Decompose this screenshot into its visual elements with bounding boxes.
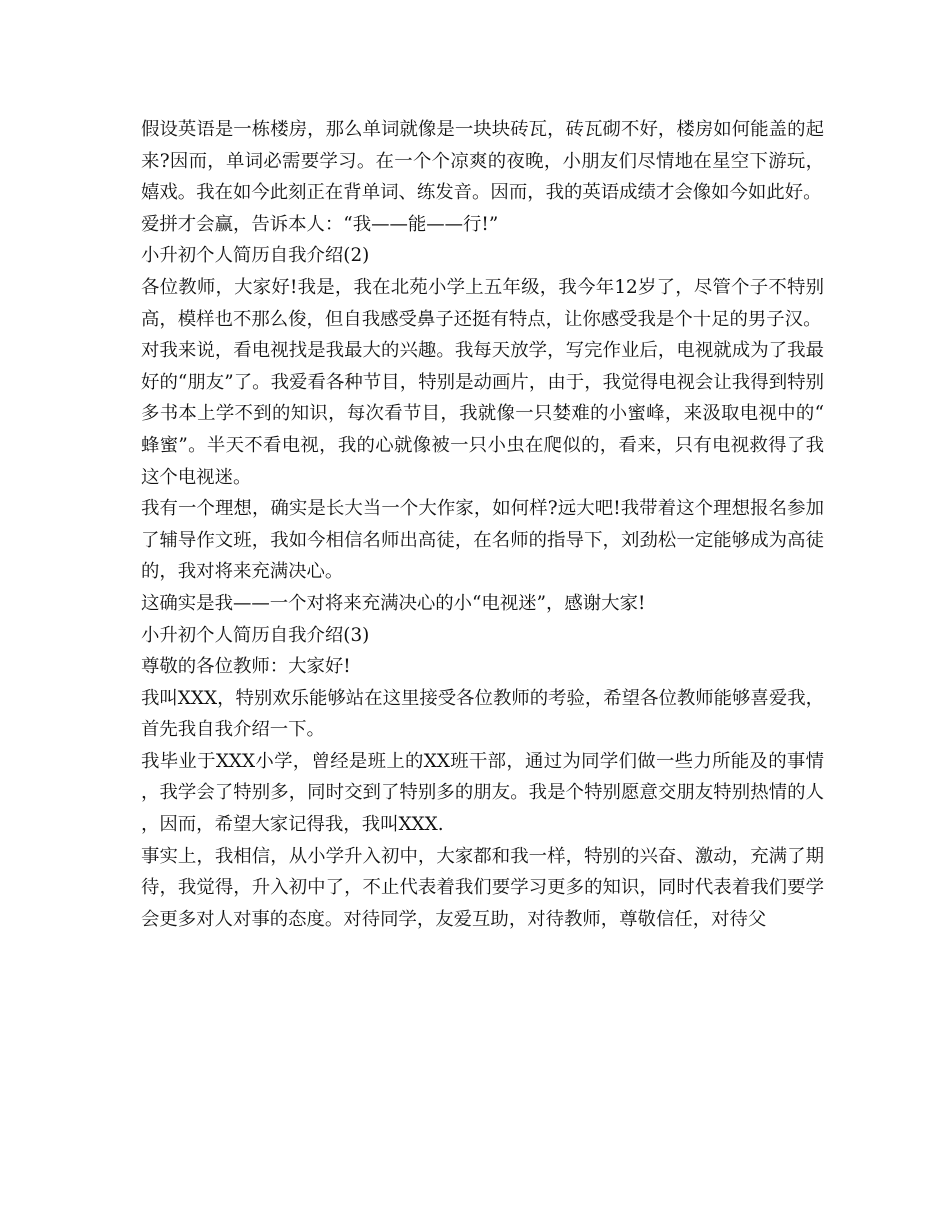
paragraph-english-building: 假设英语是一栋楼房，那么单词就像是一块块砖瓦，砖瓦砌不好，楼房如何能盖的起来?因而，单词必需要学习。在一个个凉爽的夜晚，小朋友们尽情地在星空下游玩，嬉戏。我在如今此刻正在背单词、练发音。因而，我的英语成绩才会像如今如此好。 <box>141 119 824 204</box>
paragraph-greeting-intro: 各位教师，大家好!我是，我在北苑小学上五年级，我今年12岁了，尽管个子不特别高，模样也不那么俊，但自我感受鼻子还挺有特点，让你感受我是个十足的男子汉。 <box>141 276 824 330</box>
section-heading-2: 小升初个人简历自我介绍(2) <box>141 245 370 267</box>
paragraph-middle-school: 事实上，我相信，从小学升入初中，大家都和我一样，特别的兴奋、激动，充满了期待，我觉得，升入初中了，不止代表着我们要学习更多的知识，同时代表着我们要学会更多对人对事的态度。对待同学，友爱互助，对待教师，尊敬信任，对待父 <box>141 845 824 930</box>
paragraph-dream-writer: 我有一个理想，确实是长大当一个大作家，如何样?远大吧!我带着这个理想报名参加了辅导作文班，我如今相信名师出高徒，在名师的指导下，刘劲松一定能够成为高徒的，我对将来充满决心。 <box>141 498 824 583</box>
paragraph-salutation: 尊敬的各位教师：大家好! <box>141 656 351 678</box>
paragraph-tv-interest: 对我来说，看电视找是我最大的兴趣。我每天放学，写完作业后，电视就成为了我最好的“朋友”了。我爱看各种节目，特别是动画片，由于，我觉得电视会让我得到特别多书本上学不到的知识，每次看节目，我就像一只婪难的小蜜峰，来汲取电视中的“蜂蜜”。半天不看电视，我的心就像被一只小虫在爬似的，看来，只有电视救得了我这个电视迷。 <box>141 340 824 488</box>
paragraph-thanks: 这确实是我——一个对将来充满决心的小“电视迷”，感谢大家! <box>141 592 646 614</box>
paragraph-school-background: 我毕业于XXX小学，曾经是班上的XX班干部，通过为同学们做一些力所能及的事情，我学会了特别多，同时交到了特别多的朋友。我是个特别愿意交朋友特别热情的人，因而，希望大家记得我，我叫XXX. <box>141 750 824 836</box>
paragraph-name-intro: 我叫XXX，特别欢乐能够站在这里接受各位教师的考验，希望各位教师能够喜爱我，首先我自我介绍一下。 <box>141 687 824 741</box>
section-heading-3: 小升初个人简历自我介绍(3) <box>141 624 370 646</box>
paragraph-slogan: 爱拼才会赢，告诉本人：“我——能——行!” <box>141 213 499 235</box>
document-body <box>141 114 824 935</box>
